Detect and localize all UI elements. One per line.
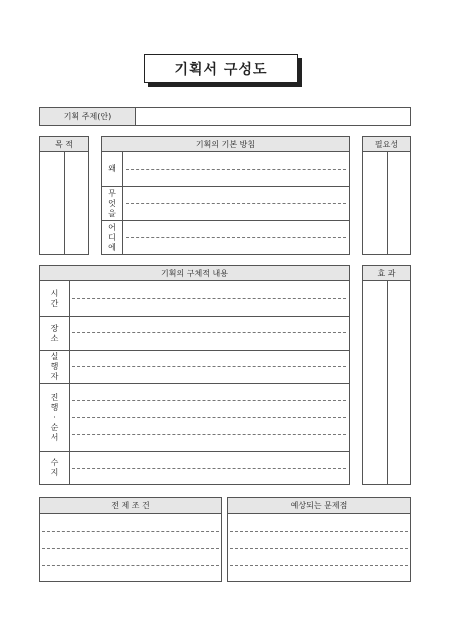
topic-row — [39, 107, 411, 126]
dotted-line — [72, 434, 346, 435]
topic-input[interactable] — [136, 108, 410, 125]
dotted-line — [230, 531, 408, 532]
necessity-divider — [387, 152, 388, 254]
details-box — [39, 265, 350, 485]
premise-box — [39, 497, 222, 582]
details-row-label-procedure: 진 행 · 순 서 — [50, 392, 59, 442]
details-row-label-budget: 수 지 — [50, 458, 59, 477]
purpose-box — [39, 136, 89, 255]
policy-row-divider — [102, 186, 349, 187]
document-title: 기획서 구성도 — [144, 54, 298, 83]
dotted-line — [126, 169, 346, 170]
details-row-divider — [40, 451, 349, 452]
effect-divider — [387, 281, 388, 484]
policy-header: 기획의 기본 방침 — [102, 137, 349, 152]
necessity-box — [362, 136, 411, 255]
dotted-line — [72, 332, 346, 333]
dotted-line — [72, 468, 346, 469]
policy-row-label-why: 왜 — [108, 164, 116, 173]
dotted-line — [230, 565, 408, 566]
policy-row-label-what: 무 엇 을 — [108, 188, 116, 218]
effect-header: 효 과 — [363, 266, 410, 281]
details-row-divider — [40, 350, 349, 351]
problems-box — [227, 497, 411, 582]
dotted-line — [230, 548, 408, 549]
details-row-divider — [40, 383, 349, 384]
details-row-label-time: 시 간 — [50, 288, 59, 308]
dotted-line — [42, 548, 219, 549]
policy-box — [101, 136, 350, 255]
dotted-line — [126, 237, 346, 238]
dotted-line — [126, 203, 346, 204]
details-header: 기획의 구체적 내용 — [40, 266, 349, 281]
details-row-divider — [40, 316, 349, 317]
purpose-divider — [64, 152, 65, 254]
dotted-line — [72, 400, 346, 401]
policy-label-divider — [122, 152, 123, 254]
purpose-header: 목 적 — [40, 137, 88, 152]
effect-box — [362, 265, 411, 485]
topic-label: 기획 주제(안) — [40, 108, 136, 125]
necessity-header: 필요성 — [363, 137, 410, 152]
premise-header: 전 제 조 건 — [40, 498, 221, 514]
dotted-line — [72, 417, 346, 418]
problems-header: 예상되는 문제점 — [228, 498, 410, 514]
dotted-line — [42, 531, 219, 532]
policy-row-divider — [102, 220, 349, 221]
details-row-label-place: 장 소 — [50, 323, 59, 343]
dotted-line — [72, 298, 346, 299]
policy-row-label-where: 어 디 에 — [108, 222, 116, 252]
dotted-line — [42, 565, 219, 566]
details-row-label-executor: 실 행 자 — [50, 352, 59, 381]
dotted-line — [72, 366, 346, 367]
